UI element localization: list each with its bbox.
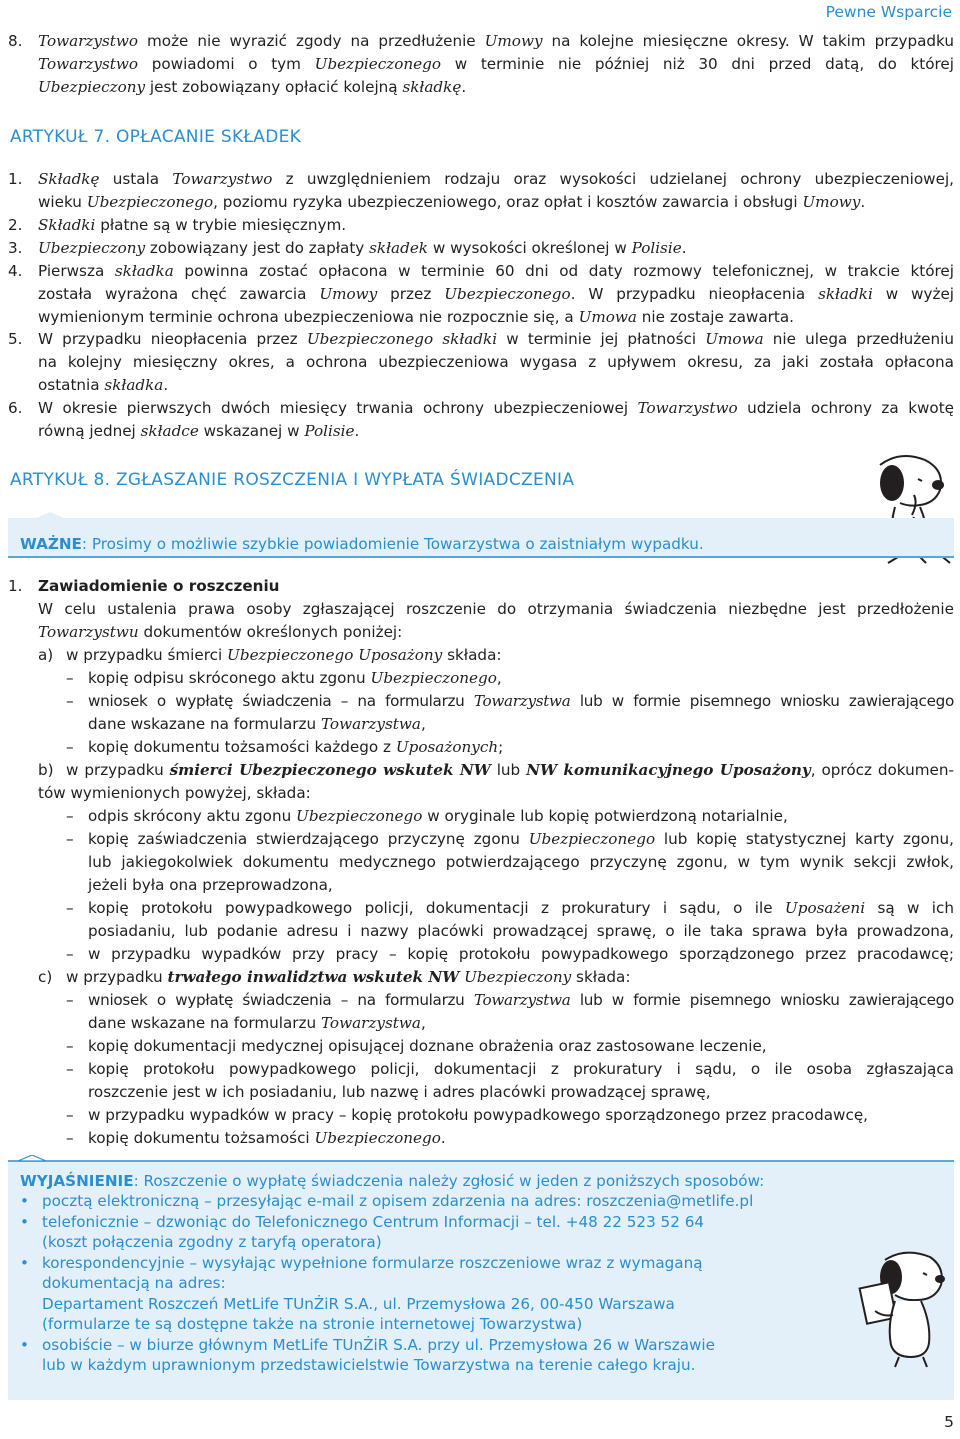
list-c-item-5: kopię dokumentu tożsamości Ubezpieczonego. xyxy=(88,1129,446,1147)
dash: – xyxy=(66,1060,74,1078)
info-bullet-phone-line-2: (koszt połączenia zgodny z taryfą operatora) xyxy=(42,1233,382,1251)
art7-item-3-number: 3. xyxy=(8,239,23,257)
list-b-intro-line-2: tów wymienionych powyżej, składa: xyxy=(38,784,311,802)
art7-item-5-line-2: na kolejny miesięczny okres, a ochrona ubezpieczeniowa wygasa z upływem okresu, za jaki została opłacona xyxy=(38,353,954,371)
list-c-item-3-line-1: kopię protokołu powypadkowego policji, dokumentacji z prokuratury i sądu, o ile osoba zgłaszająca xyxy=(88,1060,954,1078)
list-c-item-1-line-1: wniosek o wypłatę świadczenia – na formularzu Towarzystwa lub w formie pisemnego wniosku zawierającego xyxy=(88,991,954,1009)
art7-item-1-line-1: Składkę ustala Towarzystwo z uwzględnieniem rodzaju oraz wysokości udzielanej ochrony ubezpieczeniowej, xyxy=(38,170,954,188)
list-c-intro: w przypadku trwałego inwalidztwa wskutek NW Ubezpieczony składa: xyxy=(66,968,631,986)
list-c-marker: c) xyxy=(38,968,53,986)
list-a-marker: a) xyxy=(38,646,54,664)
dash: – xyxy=(66,669,74,687)
art7-item-5-number: 5. xyxy=(8,330,23,348)
bullet-dot: • xyxy=(20,1254,29,1272)
dash: – xyxy=(66,1037,74,1055)
art7-item-5-line-1: W przypadku nieopłacenia przez Ubezpieczonego składki w terminie jej płatności Umowa nie ulega przedłużeniu xyxy=(38,330,954,348)
list-a-intro: w przypadku śmierci Ubezpieczonego Uposażony składa: xyxy=(66,646,502,664)
art8-item-1-line-1: W celu ustalenia prawa osoby zgłaszającej roszczenie do otrzymania świadczenia niezbędne jest przedłożenie xyxy=(38,600,954,618)
dash: – xyxy=(66,991,74,1009)
list-c-item-4: w przypadku wypadków w pracy – kopię protokołu powypadkowego sporządzonego przez pracodawcę, xyxy=(88,1106,868,1124)
item-8-line-3: Ubezpieczony jest zobowiązany opłacić kolejną składkę. xyxy=(38,78,467,96)
list-c-item-3-line-2: roszczenie jest w ich posiadaniu, lub nazwę i adres placówki prowadzącej sprawę, xyxy=(88,1083,711,1101)
document-label: Pewne Wsparcie xyxy=(825,3,952,21)
art7-item-1-line-2: wieku Ubezpieczonego, poziomu ryzyka ubezpieczeniowego, oraz opłat i kosztów zawarcia i obsługi Umowy. xyxy=(38,193,866,211)
dash: – xyxy=(66,807,74,825)
info-box-intro: WYJAŚNIENIE: Roszczenie o wypłatę świadczenia należy zgłosić w jeden z poniższych sposobów: xyxy=(20,1172,765,1190)
list-b-item-2-line-3: jeżeli była ona przeprowadzona, xyxy=(88,876,333,894)
list-b-marker: b) xyxy=(38,761,54,779)
art8-item-1-line-2: Towarzystwu dokumentów określonych poniżej: xyxy=(38,623,403,641)
list-b-item-3-line-1: kopię protokołu powypadkowego policji, dokumentacji z prokuratury i sądu, o ile Uposażeni są w ich xyxy=(88,899,955,917)
info-bullet-mail-line-1: korespondencyjnie – wysyłając wypełnione formularze roszczeniowe wraz z wymaganą xyxy=(42,1254,703,1272)
article-7-heading: ARTYKUŁ 7. OPŁACANIE SKŁADEK xyxy=(10,127,302,147)
art7-item-2-number: 2. xyxy=(8,216,23,234)
dash: – xyxy=(66,899,74,917)
dash: – xyxy=(66,830,74,848)
dash: – xyxy=(66,1106,74,1124)
bullet-dot: • xyxy=(20,1336,29,1354)
bullet-dot: • xyxy=(20,1213,29,1231)
list-a-item-3: kopię dokumentu tożsamości każdego z Uposażonych; xyxy=(88,738,504,756)
item-8-line-1: Towarzystwo może nie wyrazić zgody na przedłużenie Umowy na kolejne miesięczne okresy. W takim przypadku xyxy=(38,32,955,50)
art7-item-4-number: 4. xyxy=(8,262,23,280)
list-c-item-2: kopię dokumentacji medycznej opisującej doznane obrażenia oraz zastosowane leczenie, xyxy=(88,1037,767,1055)
art7-item-3: Ubezpieczony zobowiązany jest do zapłaty składek w wysokości określonej w Polisie. xyxy=(38,239,687,257)
list-a-item-1: kopię odpisu skróconego aktu zgonu Ubezpieczonego, xyxy=(88,669,502,687)
art7-item-4-line-2: została wyrażona chęć zawarcia Umowy przez Ubezpieczonego. W przypadku nieopłacenia składki w wyżej xyxy=(38,285,955,303)
list-a-item-2-line-2: dane wskazane na formularzu Towarzystwa, xyxy=(88,715,426,733)
bullet-dot: • xyxy=(20,1192,29,1210)
list-c-item-1-line-2: dane wskazane na formularzu Towarzystwa, xyxy=(88,1014,426,1032)
list-b-item-1: odpis skrócony aktu zgonu Ubezpieczonego w oryginale lub kopię potwierdzoną notarialnie, xyxy=(88,807,788,825)
item-8-number: 8. xyxy=(8,32,23,50)
art7-item-6-line-1: W okresie pierwszych dwóch miesięcy trwania ochrony ubezpieczeniowej Towarzystwo udziela ochrony za kwotę xyxy=(38,399,954,417)
art7-item-2: Składki płatne są w trybie miesięcznym. xyxy=(38,216,347,234)
list-b-item-2-line-1: kopię zaświadczenia stwierdzającego przyczynę zgonu Ubezpieczonego lub kopię statystycznej karty zgonu, xyxy=(88,830,954,848)
info-bullet-email: pocztą elektroniczną – przesyłając e-mail z opisem zdarzenia na adres: roszczenia@metlife.pl xyxy=(42,1192,754,1210)
article-8-heading: ARTYKUŁ 8. ZGŁASZANIE ROSZCZENIA I WYPŁATA ŚWIADCZENIA xyxy=(10,470,575,490)
info-bullet-phone-line-1: telefonicznie – dzwoniąc do Telefonicznego Centrum Informacji – tel. +48 22 523 52 64 xyxy=(42,1213,705,1231)
info-bullet-mail-line-4: (formularze te są dostępne także na stronie internetowej Towarzystwa) xyxy=(42,1315,583,1333)
info-bullet-office-line-1: osobiście – w biurze głównym MetLife TUnŻiR S.A. przy ul. Przemysłowa 26 w Warszawie xyxy=(42,1336,715,1354)
important-note: WAŻNE: Prosimy o możliwie szybkie powiadomienie Towarzystwa o zaistniałym wypadku. xyxy=(20,535,704,553)
art7-item-1-number: 1. xyxy=(8,170,23,188)
info-bullet-office-line-2: lub w każdym uprawnionym przedstawicielstwie Towarzystwa na terenie całego kraju. xyxy=(42,1356,696,1374)
page-number: 5 xyxy=(944,1413,954,1431)
art7-item-6-number: 6. xyxy=(8,399,23,417)
list-b-item-4: w przypadku wypadków przy pracy – kopię protokołu powypadkowego sporządzonego przez pracodawcę; xyxy=(88,945,954,963)
art7-item-4-line-3: wymienionym terminie ochrona ubezpieczeniowa nie rozpocznie się, a Umowa nie zostaje zawarta. xyxy=(38,308,794,326)
art7-item-5-line-3: ostatnia składka. xyxy=(38,376,169,394)
list-b-item-3-line-2: posiadaniu, lub podanie adresu i nazwy placówki prowadzącej sprawę, o ile taka sprawa była prowadzona, xyxy=(88,922,954,940)
list-b-item-2-line-2: lub jakiegokolwiek dokumentu medycznego potwierdzającego przyczynę zgonu, w tym wynik sekcji zwłok, xyxy=(88,853,954,871)
dash: – xyxy=(66,945,74,963)
dash: – xyxy=(66,738,74,756)
art7-item-6-line-2: równą jednej składce wskazanej w Polisie. xyxy=(38,422,360,440)
snoopy-reading-icon xyxy=(845,1245,955,1370)
dash: – xyxy=(66,1129,74,1147)
art7-item-4-line-1: Pierwsza składka powinna zostać opłacona w terminie 60 dni od daty rozmowy telefonicznej, w trakcie której xyxy=(38,262,954,280)
list-b-intro-line-1: w przypadku śmierci Ubezpieczonego wskutek NW lub NW komunikacyjnego Uposażony, oprócz dokumen- xyxy=(66,761,954,779)
item-8-line-2: Towarzystwo powiadomi o tym Ubezpieczonego w terminie nie później niż 30 dni przed datą, do której xyxy=(38,55,954,73)
list-a-item-2-line-1: wniosek o wypłatę świadczenia – na formularzu Towarzystwa lub w formie pisemnego wniosku zawierającego xyxy=(88,692,954,710)
info-bullet-mail-line-3: Departament Roszczeń MetLife TUnŻiR S.A., ul. Przemysłowa 26, 00-450 Warszawa xyxy=(42,1295,675,1313)
art8-item-1-title: Zawiadomienie o roszczeniu xyxy=(38,577,280,595)
art8-item-1-number: 1. xyxy=(8,577,23,595)
info-bullet-mail-line-2: dokumentacją na adres: xyxy=(42,1274,226,1292)
dash: – xyxy=(66,692,74,710)
